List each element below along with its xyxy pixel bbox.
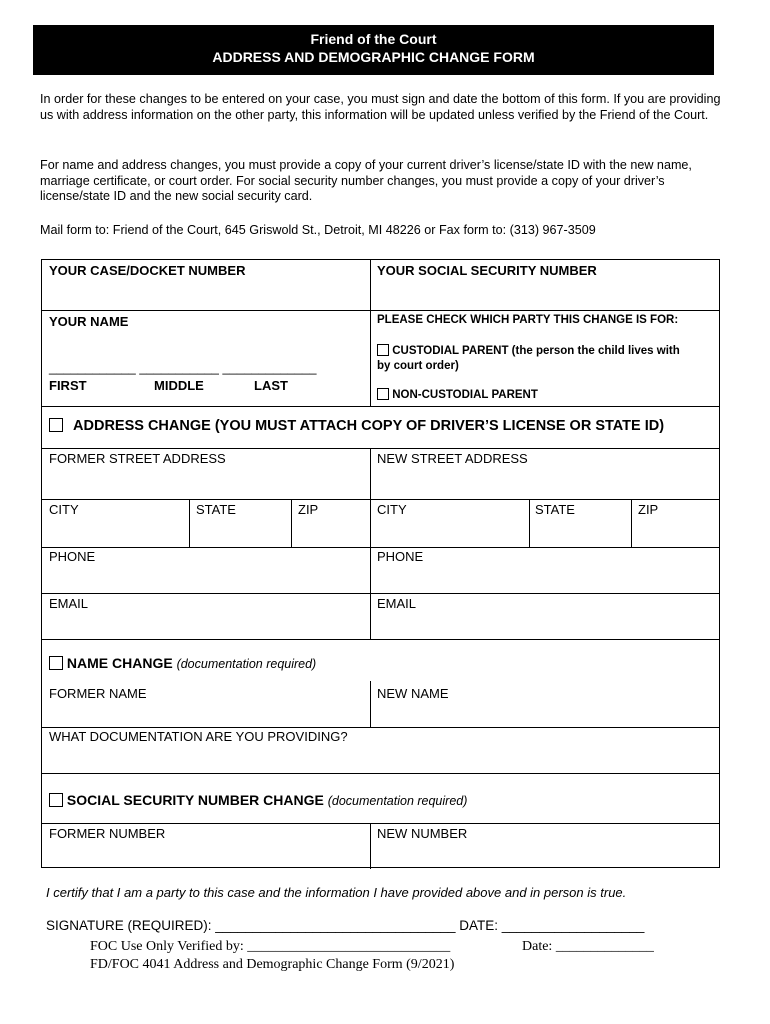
foc-verified-line: FOC Use Only Verified by: _____________________________ [90, 939, 451, 954]
former-street-label: FORMER STREET ADDRESS [49, 451, 226, 466]
name-change-checkbox[interactable] [49, 656, 63, 670]
last-name-label: LAST [254, 378, 288, 393]
header-subtitle: ADDRESS AND DEMOGRAPHIC CHANGE FORM [212, 49, 535, 65]
address-change-checkbox[interactable] [49, 418, 63, 432]
intro-paragraph-2: For name and address changes, you must provide a copy of your current driver’s license/state ID with the new name, marriage certificate, or court order. For social security number changes, you must provide a copy of your driver’s license/state ID and the new social security card. [40, 158, 692, 204]
address-change-heading[interactable] [49, 418, 664, 434]
address-change-title: ADDRESS CHANGE (YOU MUST ATTACH COPY OF DRIVER’S LICENSE OR STATE ID) [73, 418, 665, 434]
intro-paragraph-1: In order for these changes to be entered on your case, you must sign and date the bottom of this form. If you are providing us with address information on the other party, this information will be updated unless verified by the Friend of the Court. [40, 92, 721, 122]
new-zip-label: ZIP [638, 502, 659, 517]
former-zip-label: ZIP [298, 502, 319, 517]
former-name-label: FORMER NAME [49, 686, 147, 701]
your-name-label: YOUR NAME [49, 314, 129, 329]
ssn-change-note: (documentation required) [327, 794, 468, 808]
former-city-label: CITY [49, 502, 79, 517]
name-change-heading[interactable] [49, 655, 316, 671]
former-state-label: STATE [196, 502, 236, 517]
custodial-label-2: by court order) [377, 360, 459, 372]
party-prompt: PLEASE CHECK WHICH PARTY THIS CHANGE IS FOR: [377, 314, 679, 326]
form-header [33, 25, 714, 75]
new-city-label: CITY [377, 502, 407, 517]
case-number-label: YOUR CASE/DOCKET NUMBER [49, 263, 246, 278]
documentation-label: WHAT DOCUMENTATION ARE YOU PROVIDING? [49, 729, 348, 744]
ssn-change-checkbox[interactable] [49, 793, 63, 807]
custodial-parent-option[interactable] [377, 344, 680, 374]
ssn-change-heading[interactable] [49, 792, 467, 808]
signature-line[interactable]: SIGNATURE (REQUIRED): ________________________________ DATE: ___________________ [46, 918, 645, 933]
header-title: Friend of the Court [310, 31, 437, 47]
custodial-checkbox[interactable] [377, 344, 389, 356]
first-name-label: FIRST [49, 378, 87, 393]
name-blanks[interactable]: ____________ ___________ _____________ [49, 360, 317, 375]
foc-date-line: Date: ______________ [522, 939, 654, 954]
former-phone-label: PHONE [49, 549, 96, 564]
new-email-label: EMAIL [377, 596, 417, 611]
noncustodial-parent-option[interactable] [377, 388, 538, 401]
ssn-label: YOUR SOCIAL SECURITY NUMBER [377, 263, 597, 278]
custodial-label-1: CUSTODIAL PARENT (the person the child lives with [392, 345, 680, 357]
mail-instructions: Mail form to: Friend of the Court, 645 Griswold St., Detroit, MI 48226 or Fax form to: (313) 967-3509 [40, 223, 596, 237]
noncustodial-label: NON-CUSTODIAL PARENT [392, 389, 538, 401]
new-phone-label: PHONE [377, 549, 424, 564]
certification-statement: I certify that I am a party to this case and the information I have provided above and in person is true. [46, 885, 627, 900]
new-state-label: STATE [535, 502, 575, 517]
form-table [41, 259, 720, 868]
former-number-label: FORMER NUMBER [49, 826, 166, 841]
noncustodial-checkbox[interactable] [377, 388, 389, 400]
name-change-note: (documentation required) [176, 657, 317, 671]
new-number-label: NEW NUMBER [377, 826, 468, 841]
new-street-label: NEW STREET ADDRESS [377, 451, 528, 466]
new-name-label: NEW NAME [377, 686, 449, 701]
ssn-change-title: SOCIAL SECURITY NUMBER CHANGE [66, 792, 324, 808]
form-identifier: FD/FOC 4041 Address and Demographic Change Form (9/2021) [90, 957, 455, 972]
middle-name-label: MIDDLE [154, 378, 204, 393]
former-email-label: EMAIL [49, 596, 89, 611]
name-change-title: NAME CHANGE [66, 655, 173, 671]
